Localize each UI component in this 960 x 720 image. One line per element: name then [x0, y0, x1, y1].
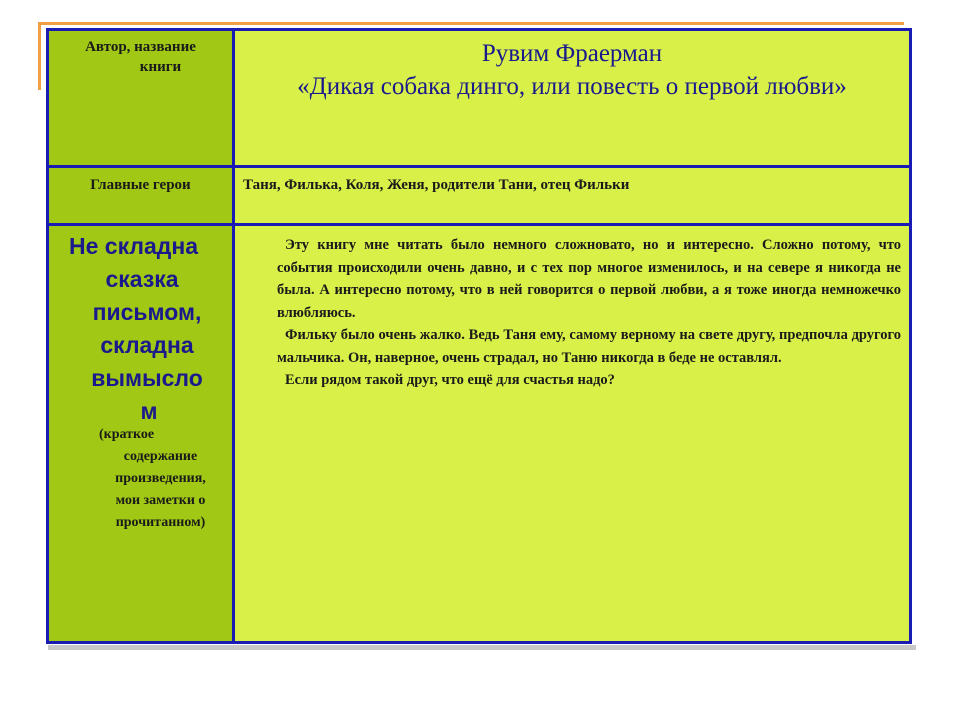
note-line: прочитанном): [115, 515, 206, 530]
heroes-value-cell: [235, 168, 909, 223]
big-label-line: вымысло: [91, 365, 203, 391]
author-label-cell: [49, 31, 232, 165]
big-label-line: Не складна: [69, 233, 199, 259]
reading-diary-table: [46, 28, 912, 644]
author-label: [49, 37, 232, 77]
review-paragraph: Фильку было очень жалко. Ведь Таня ему, самому верному на свете другу, предпочла другого мальчика. Он, наверное, очень страдал, но Таню никогда в беде не оставлял.: [277, 327, 901, 366]
note-line: произведения,: [115, 471, 206, 486]
author-value-cell: [235, 31, 909, 165]
review-note: [93, 424, 228, 534]
big-label-line: письмом,: [92, 299, 202, 325]
big-label-line: складна: [100, 332, 194, 358]
note-line: мои заметки о: [115, 493, 206, 508]
note-line: (краткое: [99, 427, 155, 442]
review-value-cell: [235, 226, 909, 641]
heroes-value: Таня, Филька, Коля, Женя, родители Тани, отец Фильки: [243, 177, 630, 193]
review-label-cell: [49, 226, 232, 641]
table-shadow: [48, 645, 916, 650]
heroes-label: Главные герои: [90, 177, 191, 193]
note-line: содержание: [123, 449, 198, 464]
accent-line-top: [38, 22, 904, 25]
big-label-line: м: [140, 398, 158, 424]
accent-line-left: [38, 22, 41, 90]
author-name: Рувим Фраерман: [481, 40, 663, 67]
author-label-line2: книги: [139, 59, 182, 75]
review-paragraph: Если рядом такой друг, что ещё для счастья надо?: [285, 372, 615, 388]
book-title: «Дикая собака динго, или повесть о первой любви»: [297, 73, 847, 100]
review-text: [277, 234, 901, 392]
column-divider: [232, 31, 235, 641]
review-paragraph: Эту книгу мне читать было немного сложновато, но и интересно. Сложно потому, что события происходили очень давно, и с тех пор многое изменилось, и на севере я никогда не была. А интересно потому, что в ней говорится о первой любви, а я тоже иногда немножечко влюбляюсь.: [277, 237, 901, 321]
big-label-line: сказка: [105, 266, 179, 292]
heroes-label-cell: [49, 168, 232, 223]
review-big-label: [53, 230, 231, 428]
author-label-line1: Автор, название: [85, 39, 196, 55]
